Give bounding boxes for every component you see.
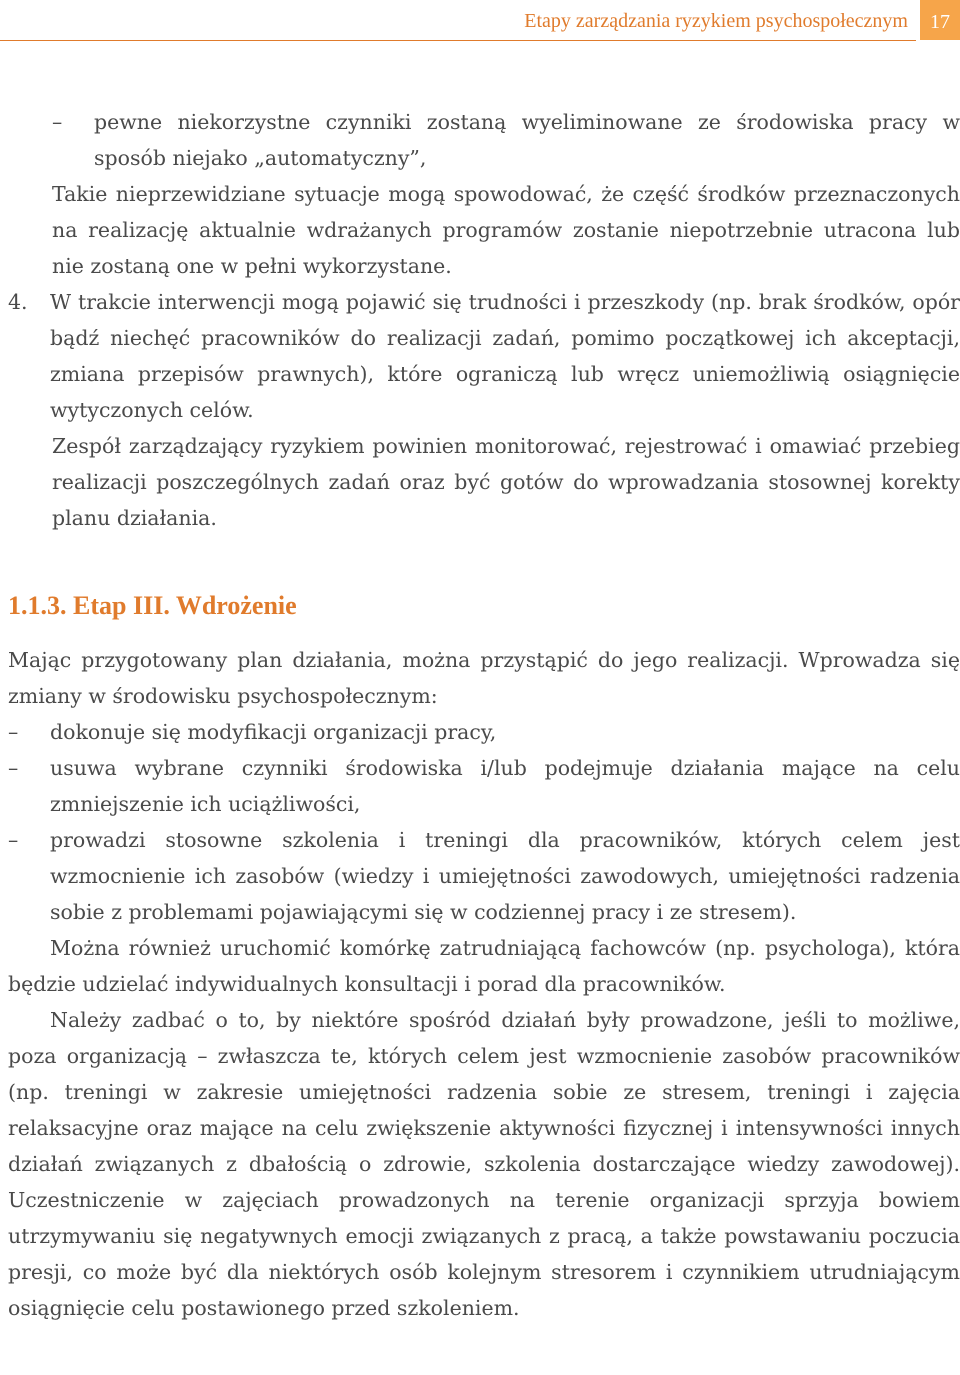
paragraph-team: Zespół zarządzający ryzykiem powinien monitorować, rejestrować i omawiać przebieg realizacji poszczególnych zadań oraz być gotów do wprowadzania stosownej korekty planu działania. <box>52 434 960 530</box>
list-item <box>8 104 960 176</box>
section-heading: 1.1.3. Etap III. Wdrożenie <box>8 591 297 620</box>
dash-bullet: – <box>8 720 19 744</box>
list-item <box>8 750 960 822</box>
header-rule <box>0 40 916 41</box>
item-number: 4. <box>8 290 28 314</box>
dash-bullet: – <box>8 756 19 780</box>
list-item-text: prowadzi stosowne szkolenia i treningi dla pracowników, których celem jest wzmocnienie ich zasobów (wiedzy i umiejętności zawodowych, umiejętności radzenia sobie z problemami pojawiającymi się w codziennej pracy i ze stresem). <box>50 828 960 924</box>
list-item-text: dokonuje się modyfikacji organizacji pracy, <box>50 720 497 744</box>
page-number-badge: 17 <box>920 0 960 40</box>
running-header-title: Etapy zarządzania ryzykiem psychospołecznym <box>524 10 908 32</box>
numbered-item-4 <box>8 284 960 428</box>
paragraph-unforeseen: Takie nieprzewidziane sytuacje mogą spowodować, że część środków przeznaczonych na realizację aktualnie wdrażanych programów zostanie niepotrzebnie utracona lub nie zostaną one w pełni wykorzystane. <box>52 182 960 278</box>
page-header <box>0 0 960 44</box>
dash-bullet: – <box>8 828 19 852</box>
paragraph-intro: Mając przygotowany plan działania, można przystąpić do jego realizacji. Wprowadza się zmiany w środowisku psychospołecznym: <box>8 648 960 708</box>
list-item-text: pewne niekorzystne czynniki zostaną wyeliminowane ze środowiska pracy w sposób niejako „automatyczny”, <box>94 110 960 170</box>
numbered-item-text: W trakcie interwencji mogą pojawić się trudności i przeszkody (np. brak środków, opór bądź niechęć pracowników do realizacji zadań, pomimo początkowej ich akceptacji, zmiana przepisów prawnych), które ograniczą lub wręcz uniemożliwią osiągnięcie wytyczonych celów. <box>50 290 960 422</box>
list-item <box>8 714 960 750</box>
list-item-text: usuwa wybrane czynniki środowiska i/lub podejmuje działania mające na celu zmniejszenie ich uciążliwości, <box>50 756 960 816</box>
paragraph-outside: Należy zadbać o to, by niektóre spośród działań były prowadzone, jeśli to możliwe, poza organizacją – zwłaszcza te, których celem jest wzmocnienie zasobów pracowników (np. treningi w zakresie umiejętności radzenia sobie ze stresem, treningi i zajęcia relaksacyjne oraz mające na celu zwiększenie aktywności fizycznej i intensywności innych działań związanych z dbałością o zdrowie, szkolenia dostarczające wiedzy zawodowej). Uczestniczenie w zajęciach prowadzonych na terenie organizacji sprzyja bowiem utrzymywaniu się negatywnych emocji związanych z pracą, a także powstawaniu poczucia presji, co może być dla niektórych osób kolejnym stresorem i czynnikiem utrudniającym osiągnięcie celu postawionego przed szkoleniem. <box>8 1008 960 1320</box>
dash-bullet: – <box>52 110 63 134</box>
paragraph-cell: Można również uruchomić komórkę zatrudniającą fachowców (np. psychologa), która będzie udzielać indywidualnych konsultacji i porad dla pracowników. <box>8 936 960 996</box>
list-item <box>8 822 960 930</box>
page-body <box>8 104 960 1326</box>
